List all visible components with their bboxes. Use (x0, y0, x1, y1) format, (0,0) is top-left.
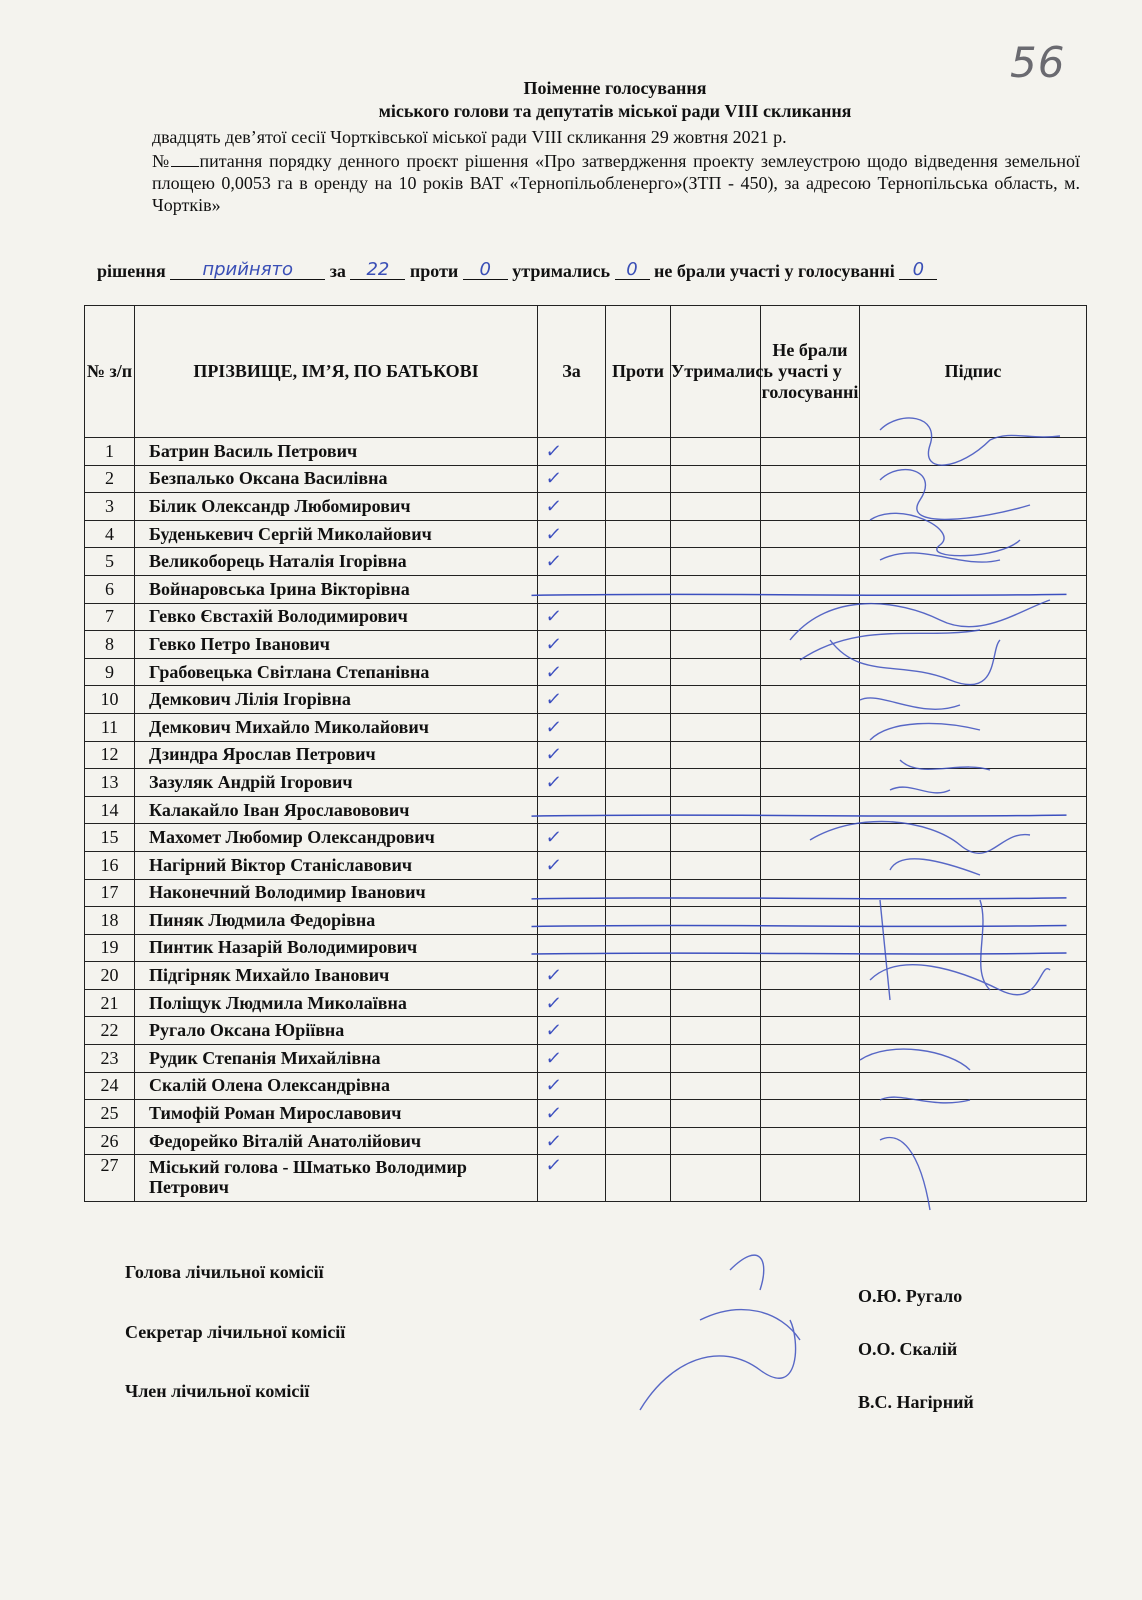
row-for-cell (538, 658, 606, 686)
row-signature-cell (860, 658, 1087, 686)
row-against-cell (606, 438, 671, 466)
row-name: Рудик Степанія Михайлівна (135, 1045, 538, 1073)
for-label: за (329, 261, 346, 281)
row-signature-cell (860, 686, 1087, 714)
table-row (85, 493, 1087, 521)
table-row (85, 1100, 1087, 1128)
row-abstained-cell (671, 520, 761, 548)
row-against-cell (606, 658, 671, 686)
row-for-cell (538, 962, 606, 990)
row-signature-cell (860, 879, 1087, 907)
row-for-cell (538, 824, 606, 852)
row-signature-cell (860, 824, 1087, 852)
row-against-cell (606, 465, 671, 493)
row-name: Дзиндра Ярослав Петрович (135, 741, 538, 769)
row-not-voted-cell (761, 962, 860, 990)
row-abstained-cell (671, 631, 761, 659)
row-abstained-cell (671, 575, 761, 603)
row-name: Великоборець Наталія Ігорівна (135, 548, 538, 576)
row-for-cell (538, 1045, 606, 1073)
header-number: № з/п (85, 306, 135, 438)
table-row (85, 879, 1087, 907)
row-not-voted-cell (761, 1127, 860, 1155)
row-number: 11 (85, 713, 135, 741)
row-against-cell (606, 741, 671, 769)
row-against-cell (606, 824, 671, 852)
row-signature-cell (860, 851, 1087, 879)
commission-member-name: В.С. Нагірний (858, 1392, 974, 1412)
row-signature-cell (860, 796, 1087, 824)
row-not-voted-cell (761, 1155, 860, 1202)
row-not-voted-cell (761, 686, 860, 714)
commission-member-label: Член лічильної комісії (125, 1381, 310, 1401)
row-name: Білик Олександр Любомирович (135, 493, 538, 521)
row-abstained-cell (671, 658, 761, 686)
row-number: 27 (85, 1155, 135, 1202)
row-number: 9 (85, 658, 135, 686)
row-for-cell (538, 1017, 606, 1045)
row-not-voted-cell (761, 851, 860, 879)
row-not-voted-cell (761, 548, 860, 576)
table-row (85, 603, 1087, 631)
row-number: 20 (85, 962, 135, 990)
row-number: 8 (85, 631, 135, 659)
table-row (85, 934, 1087, 962)
against-count: 0 (463, 261, 508, 280)
row-for-cell (538, 1072, 606, 1100)
check-mark-icon: ✓ (544, 523, 563, 545)
row-not-voted-cell (761, 1045, 860, 1073)
check-mark-icon: ✓ (544, 1103, 563, 1125)
row-abstained-cell (671, 493, 761, 521)
header-signature: Підпис (860, 306, 1087, 438)
check-mark-icon: ✓ (544, 854, 563, 876)
session-line: двадцять дев’ятої сесії Чортківської міської ради VIII скликання 29 жовтня 2021 р. (152, 127, 787, 147)
row-number: 7 (85, 603, 135, 631)
row-not-voted-cell (761, 713, 860, 741)
check-mark-icon: ✓ (544, 1130, 563, 1152)
row-not-voted-cell (761, 879, 860, 907)
row-number: 3 (85, 493, 135, 521)
row-for-cell (538, 1127, 606, 1155)
row-for-cell (538, 631, 606, 659)
row-signature-cell (860, 1045, 1087, 1073)
decision-label: рішення (97, 261, 166, 281)
table-row (85, 686, 1087, 714)
row-signature-cell (860, 713, 1087, 741)
row-not-voted-cell (761, 438, 860, 466)
row-for-cell (538, 1155, 606, 1202)
row-against-cell (606, 769, 671, 797)
table-row (85, 1127, 1087, 1155)
row-abstained-cell (671, 1045, 761, 1073)
row-signature-cell (860, 962, 1087, 990)
row-name: Гевко Євстахій Володимирович (135, 603, 538, 631)
check-mark-icon: ✓ (544, 468, 563, 490)
row-abstained-cell (671, 907, 761, 935)
table-row (85, 465, 1087, 493)
for-count: 22 (350, 261, 405, 280)
row-abstained-cell (671, 603, 761, 631)
row-for-cell (538, 989, 606, 1017)
row-against-cell (606, 1127, 671, 1155)
row-number: 16 (85, 851, 135, 879)
row-number: 1 (85, 438, 135, 466)
header-against: Проти (606, 306, 671, 438)
row-against-cell (606, 879, 671, 907)
document-title-line1: Поіменне голосування (523, 78, 707, 98)
question-text: питання порядку денного проєкт рішення «Про затвердження проекту землеустрою щодо відведення земельної площею 0,0053 га в оренду на 10 років ВАТ «Тернопільобленерго»(ЗТП - 450), за адресою Тернопільська область, м. Чортків» (152, 151, 1080, 215)
row-number: 26 (85, 1127, 135, 1155)
row-number: 24 (85, 1072, 135, 1100)
row-abstained-cell (671, 1072, 761, 1100)
check-mark-icon: ✓ (544, 965, 563, 987)
table-row (85, 631, 1087, 659)
row-signature-cell (860, 548, 1087, 576)
row-abstained-cell (671, 796, 761, 824)
row-against-cell (606, 520, 671, 548)
row-against-cell (606, 603, 671, 631)
row-name: Міський голова - Шматько Володимир Петрович (135, 1155, 538, 1202)
table-row (85, 1072, 1087, 1100)
row-for-cell (538, 713, 606, 741)
row-not-voted-cell (761, 465, 860, 493)
row-name: Демкович Михайло Миколайович (135, 713, 538, 741)
commission-secretary-label: Секретар лічильної комісії (125, 1322, 346, 1342)
row-for-cell (538, 1100, 606, 1128)
table-row (85, 548, 1087, 576)
row-for-cell (538, 851, 606, 879)
row-for-cell (538, 879, 606, 907)
row-name: Демкович Лілія Ігорівна (135, 686, 538, 714)
row-number: 6 (85, 575, 135, 603)
header-abstained: Утримались (671, 306, 761, 438)
row-against-cell (606, 907, 671, 935)
check-mark-icon: ✓ (544, 771, 563, 793)
row-against-cell (606, 1017, 671, 1045)
row-number: 18 (85, 907, 135, 935)
table-row (85, 438, 1087, 466)
table-row (85, 851, 1087, 879)
row-against-cell (606, 989, 671, 1017)
check-mark-icon: ✓ (544, 440, 563, 462)
row-not-voted-cell (761, 1072, 860, 1100)
abstained-count: 0 (615, 261, 650, 280)
row-not-voted-cell (761, 824, 860, 852)
check-mark-icon: ✓ (544, 1155, 563, 1177)
document-title-line2: міського голови та депутатів міської ради VIII скликання (378, 101, 852, 121)
header-for: За (538, 306, 606, 438)
table-row (85, 769, 1087, 797)
row-against-cell (606, 796, 671, 824)
check-mark-icon: ✓ (544, 827, 563, 849)
row-name: Підгірняк Михайло Іванович (135, 962, 538, 990)
row-not-voted-cell (761, 575, 860, 603)
row-signature-cell (860, 1127, 1087, 1155)
row-number: 14 (85, 796, 135, 824)
row-not-voted-cell (761, 741, 860, 769)
row-signature-cell (860, 989, 1087, 1017)
row-signature-cell (860, 520, 1087, 548)
not-voted-count: 0 (899, 261, 937, 280)
row-for-cell (538, 769, 606, 797)
row-for-cell (538, 575, 606, 603)
row-name: Безпалько Оксана Василівна (135, 465, 538, 493)
row-signature-cell (860, 769, 1087, 797)
row-abstained-cell (671, 989, 761, 1017)
row-name: Ругало Оксана Юріївна (135, 1017, 538, 1045)
row-signature-cell (860, 631, 1087, 659)
row-abstained-cell (671, 879, 761, 907)
decision-value: прийнято (170, 261, 325, 280)
row-name: Нагірний Віктор Станіславович (135, 851, 538, 879)
row-abstained-cell (671, 824, 761, 852)
row-against-cell (606, 851, 671, 879)
row-signature-cell (860, 907, 1087, 935)
row-against-cell (606, 493, 671, 521)
row-signature-cell (860, 934, 1087, 962)
row-not-voted-cell (761, 520, 860, 548)
roll-call-table (84, 305, 1087, 1202)
row-not-voted-cell (761, 934, 860, 962)
not-voted-label: не брали участі у голосуванні (654, 261, 895, 281)
row-signature-cell (860, 603, 1087, 631)
row-for-cell (538, 493, 606, 521)
check-mark-icon: ✓ (544, 495, 563, 517)
row-abstained-cell (671, 962, 761, 990)
row-abstained-cell (671, 465, 761, 493)
row-not-voted-cell (761, 493, 860, 521)
row-number: 23 (85, 1045, 135, 1073)
row-abstained-cell (671, 934, 761, 962)
row-number: 4 (85, 520, 135, 548)
row-name: Тимофій Роман Мирославович (135, 1100, 538, 1128)
check-mark-icon: ✓ (544, 551, 563, 573)
row-abstained-cell (671, 438, 761, 466)
commission-chair-name: О.Ю. Ругало (858, 1286, 963, 1306)
row-abstained-cell (671, 769, 761, 797)
row-for-cell (538, 934, 606, 962)
row-number: 5 (85, 548, 135, 576)
table-row (85, 1045, 1087, 1073)
header-name: ПРІЗВИЩЕ, ІМ’Я, ПО БАТЬКОВІ (135, 306, 538, 438)
row-signature-cell (860, 1100, 1087, 1128)
row-abstained-cell (671, 741, 761, 769)
row-abstained-cell (671, 1100, 761, 1128)
row-number: 10 (85, 686, 135, 714)
row-name: Зазуляк Андрій Ігорович (135, 769, 538, 797)
row-name: Пиняк Людмила Федорівна (135, 907, 538, 935)
row-abstained-cell (671, 1127, 761, 1155)
row-abstained-cell (671, 548, 761, 576)
question-number-prefix: № (152, 151, 172, 171)
table-row (85, 741, 1087, 769)
row-abstained-cell (671, 851, 761, 879)
row-name: Калакайло Іван Ярославовович (135, 796, 538, 824)
table-row (85, 989, 1087, 1017)
check-mark-icon: ✓ (544, 1047, 563, 1069)
row-against-cell (606, 1155, 671, 1202)
row-name: Федорейко Віталій Анатолійович (135, 1127, 538, 1155)
row-against-cell (606, 1045, 671, 1073)
row-name: Скалій Олена Олександрівна (135, 1072, 538, 1100)
abstained-label: утримались (512, 261, 610, 281)
row-not-voted-cell (761, 631, 860, 659)
row-not-voted-cell (761, 603, 860, 631)
table-row (85, 824, 1087, 852)
handwritten-page-number: 56 (1010, 38, 1066, 87)
table-row (85, 658, 1087, 686)
row-number: 13 (85, 769, 135, 797)
row-not-voted-cell (761, 1017, 860, 1045)
row-for-cell (538, 548, 606, 576)
row-against-cell (606, 1100, 671, 1128)
agenda-question (152, 150, 1080, 216)
decision-summary (97, 261, 937, 282)
check-mark-icon: ✓ (544, 992, 563, 1014)
row-name: Наконечний Володимир Іванович (135, 879, 538, 907)
row-signature-cell (860, 1017, 1087, 1045)
row-name: Пинтик Назарій Володимирович (135, 934, 538, 962)
table-row (85, 713, 1087, 741)
against-label: проти (409, 261, 459, 281)
check-mark-icon: ✓ (544, 606, 563, 628)
row-for-cell (538, 520, 606, 548)
table-row (85, 907, 1087, 935)
row-name: Гевко Петро Іванович (135, 631, 538, 659)
row-against-cell (606, 575, 671, 603)
row-name: Поліщук Людмила Миколаївна (135, 989, 538, 1017)
table-row (85, 796, 1087, 824)
table-header-row (85, 306, 1087, 438)
row-not-voted-cell (761, 1100, 860, 1128)
row-against-cell (606, 1072, 671, 1100)
row-for-cell (538, 438, 606, 466)
table-row (85, 575, 1087, 603)
row-for-cell (538, 686, 606, 714)
header-not-voted: Не брали участі у голосуванні (761, 306, 860, 438)
row-number: 21 (85, 989, 135, 1017)
row-not-voted-cell (761, 796, 860, 824)
check-mark-icon: ✓ (544, 716, 563, 738)
row-not-voted-cell (761, 989, 860, 1017)
check-mark-icon: ✓ (544, 1075, 563, 1097)
row-name: Махомет Любомир Олександрович (135, 824, 538, 852)
row-against-cell (606, 934, 671, 962)
row-name: Войнаровська Ірина Вікторівна (135, 575, 538, 603)
row-against-cell (606, 962, 671, 990)
row-abstained-cell (671, 713, 761, 741)
row-number: 15 (85, 824, 135, 852)
row-abstained-cell (671, 686, 761, 714)
row-name: Батрин Василь Петрович (135, 438, 538, 466)
row-signature-cell (860, 1072, 1087, 1100)
row-signature-cell (860, 575, 1087, 603)
question-number-blank (171, 152, 199, 167)
check-mark-icon: ✓ (544, 689, 563, 711)
commission-chair-label: Голова лічильної комісії (125, 1262, 324, 1282)
commission-signature (700, 1255, 800, 1340)
check-mark-icon: ✓ (544, 1020, 563, 1042)
row-number: 12 (85, 741, 135, 769)
table-row (85, 520, 1087, 548)
row-for-cell (538, 907, 606, 935)
row-against-cell (606, 548, 671, 576)
commission-signature (640, 1320, 796, 1410)
row-against-cell (606, 713, 671, 741)
table-row (85, 1017, 1087, 1045)
check-mark-icon: ✓ (544, 633, 563, 655)
row-not-voted-cell (761, 907, 860, 935)
row-number: 22 (85, 1017, 135, 1045)
row-number: 2 (85, 465, 135, 493)
row-abstained-cell (671, 1155, 761, 1202)
table-row (85, 962, 1087, 990)
row-number: 25 (85, 1100, 135, 1128)
row-signature-cell (860, 465, 1087, 493)
row-not-voted-cell (761, 658, 860, 686)
row-name: Буденькевич Сергій Миколайович (135, 520, 538, 548)
commission-secretary-name: О.О. Скалій (858, 1339, 958, 1359)
row-signature-cell (860, 493, 1087, 521)
row-signature-cell (860, 438, 1087, 466)
row-name: Грабовецька Світлана Степанівна (135, 658, 538, 686)
row-against-cell (606, 631, 671, 659)
row-for-cell (538, 796, 606, 824)
row-signature-cell (860, 1155, 1087, 1202)
table-row (85, 1155, 1087, 1202)
row-for-cell (538, 603, 606, 631)
row-number: 17 (85, 879, 135, 907)
row-against-cell (606, 686, 671, 714)
row-for-cell (538, 465, 606, 493)
row-signature-cell (860, 741, 1087, 769)
row-abstained-cell (671, 1017, 761, 1045)
row-not-voted-cell (761, 769, 860, 797)
row-number: 19 (85, 934, 135, 962)
check-mark-icon: ✓ (544, 661, 563, 683)
check-mark-icon: ✓ (544, 744, 563, 766)
row-for-cell (538, 741, 606, 769)
